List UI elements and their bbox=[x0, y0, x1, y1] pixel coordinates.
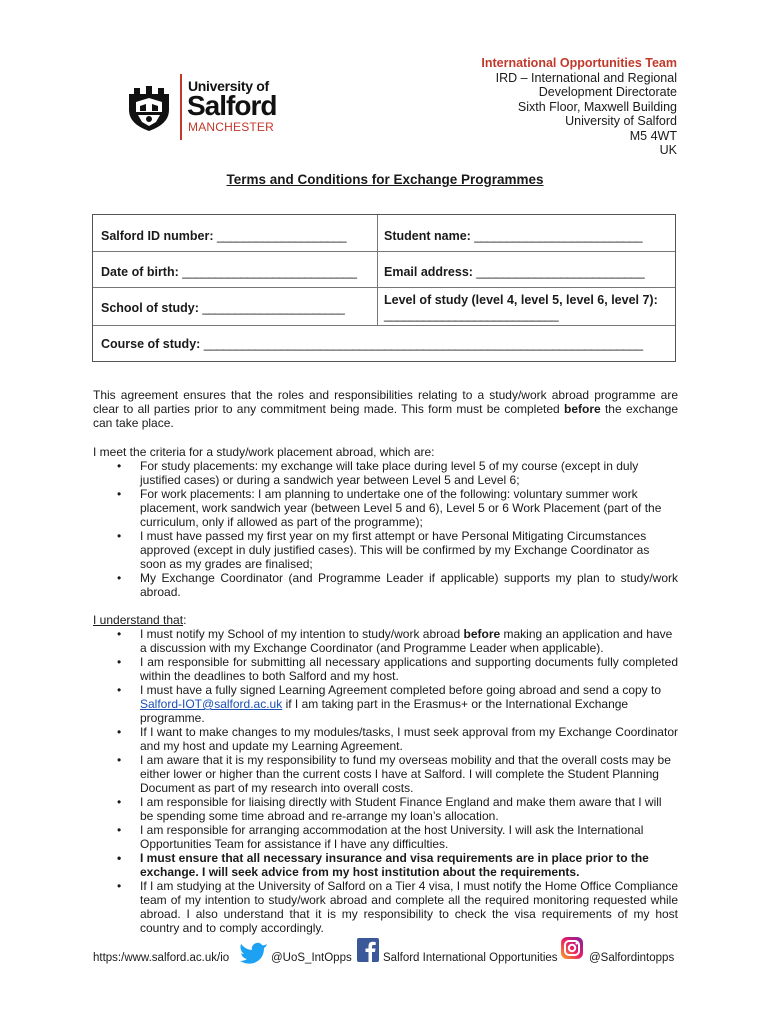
list-item: • I must notify my School of my intention to study/work abroad before making an application and have a discussion with my Exchange Coordinator (and Programme Leader when applicable). bbox=[117, 627, 673, 655]
address-line: University of Salford bbox=[565, 114, 677, 128]
instagram-icon[interactable] bbox=[560, 936, 584, 960]
understand-heading: I understand that bbox=[93, 613, 184, 627]
list-item-text: If I want to make changes to my modules/tasks, I must seek approval from my Exchange Coordinator and my host and update my Learning Agreement. bbox=[140, 725, 678, 753]
level-field[interactable] bbox=[384, 293, 658, 322]
list-item-text: I am responsible for liaising directly with Student Finance England and make them aware that I will be spending some time abroad and re-arrange my loan’s allocation. bbox=[140, 795, 662, 823]
dob-field[interactable] bbox=[101, 265, 356, 279]
form-divider bbox=[377, 215, 378, 325]
address-line: M5 4WT bbox=[629, 128, 677, 143]
list-item-text: I am aware that it is my responsibility to fund my overseas mobility and that the overall costs may be either lower or higher than the current costs I have at Salford. I will complete the Student Planning Document as part of my research into overall costs. bbox=[140, 753, 671, 795]
team-name: International Opportunities Team bbox=[481, 56, 677, 70]
list-item: • I am responsible for submitting all necessary applications and supporting documents fully completed within the deadlines to both Salford and my host. bbox=[117, 655, 678, 683]
student-name-blank: __________________________ bbox=[474, 229, 643, 243]
understand-section bbox=[93, 613, 678, 935]
list-item-text: I must have a fully signed Learning Agreement completed before going abroad and send a copy to bbox=[140, 683, 662, 697]
course-blank: ____________________________________________________________________ bbox=[203, 337, 643, 351]
list-item-text: I am responsible for arranging accommodation at the host University. I will ask the International Opportunities Team for assistance if I have any difficulties. bbox=[140, 823, 644, 851]
intro-text: the exchange can take place. bbox=[93, 402, 678, 430]
form-divider bbox=[93, 251, 675, 252]
list-item: • I must have passed my first year on my first attempt or have Personal Mitigating Circumstances approved (except in duly justified cases). This will be confirmed by my Exchange Coordinator as soon as my grades are finalised; bbox=[117, 529, 650, 571]
salford-id-blank: ____________________ bbox=[217, 229, 347, 243]
address-line: IRD – International and Regional bbox=[495, 70, 677, 85]
list-item-text: I must have passed my first year on my first attempt or have Personal Mitigating Circumstances approved (except in duly justified cases). This will be confirmed by my Exchange Coordinator as soon as my grades are finalised; bbox=[140, 529, 650, 571]
address-line: Sixth Floor, Maxwell Building bbox=[517, 99, 677, 114]
logo-line-3: MANCHESTER bbox=[188, 120, 275, 134]
twitter-icon[interactable] bbox=[239, 940, 269, 966]
list-item-text: I must notify my School of my intention to study/work abroad bbox=[140, 627, 464, 641]
list-item-text: My Exchange Coordinator (and Programme Leader if applicable) supports my plan to study/work abroad. bbox=[140, 571, 678, 599]
instagram-handle[interactable]: @Salfordintopps bbox=[589, 952, 675, 964]
intro-emphasis: before bbox=[564, 402, 601, 416]
school-label: School of study: bbox=[101, 301, 199, 315]
twitter-handle[interactable]: @UoS_IntOpps bbox=[271, 952, 352, 964]
form-divider bbox=[93, 287, 675, 288]
university-logo bbox=[126, 72, 286, 140]
criteria-heading: I meet the criteria for a study/work placement abroad, which are: bbox=[93, 445, 435, 459]
list-item-text: For study placements: my exchange will take place during level 5 of my course (except in duly justified cases) or during a sandwich year between Level 5 and Level 6; bbox=[140, 459, 639, 487]
dob-label: Date of birth: bbox=[101, 265, 179, 279]
student-details-form bbox=[92, 214, 676, 362]
iot-email-link[interactable]: Salford-IOT@salford.ac.uk bbox=[140, 697, 283, 711]
facebook-icon[interactable] bbox=[357, 938, 379, 962]
email-field[interactable] bbox=[384, 265, 644, 279]
understand-colon: : bbox=[183, 613, 187, 627]
criteria-section bbox=[93, 445, 678, 599]
email-label: Email address: bbox=[384, 265, 473, 279]
footer-social-links bbox=[93, 944, 683, 968]
school-field[interactable] bbox=[101, 301, 344, 315]
address-block bbox=[481, 56, 677, 158]
list-item: • For work placements: I am planning to undertake one of the following: voluntary summer work placement, work sandwich year (between Level 5 and 6), Level 5 or 6 Work Placement (part of the curriculum, only if allowed as part of the programme); bbox=[117, 487, 662, 529]
logo-line-2: Salford bbox=[187, 90, 277, 121]
school-blank: ______________________ bbox=[202, 301, 345, 315]
crest-icon bbox=[126, 84, 172, 132]
intro-text: This agreement ensures that the roles and responsibilities relating to a study/work abroad programme are clear to all parties prior to any commitment being made. This form must be completed bbox=[93, 388, 678, 416]
document-title: Terms and Conditions for Exchange Programmes bbox=[226, 172, 544, 187]
course-field[interactable] bbox=[101, 337, 643, 351]
course-label: Course of study: bbox=[101, 337, 201, 351]
student-name-field[interactable] bbox=[384, 229, 642, 243]
criteria-list bbox=[93, 459, 678, 599]
email-blank: __________________________ bbox=[476, 265, 645, 279]
logo-line-1: University of bbox=[188, 78, 269, 94]
list-item: • I must have a fully signed Learning Agreement completed before going abroad and send a copy to Salford-IOT@salford.ac.uk if I am taking part in the Erasmus+ or the International Exchange programme. bbox=[117, 683, 662, 725]
logo-divider bbox=[180, 74, 182, 140]
dob-blank: ___________________________ bbox=[182, 265, 357, 279]
level-blank: ___________________________ bbox=[384, 308, 559, 322]
list-item: • My Exchange Coordinator (and Programme Leader if applicable) supports my plan to study/work abroad. bbox=[117, 571, 678, 599]
list-item-emphasis: before bbox=[463, 627, 501, 641]
understand-list bbox=[93, 627, 678, 935]
list-item: • For study placements: my exchange will take place during level 5 of my course (except in duly justified cases) or during a sandwich year between Level 5 and Level 6; bbox=[117, 459, 639, 487]
list-item: • If I am studying at the University of Salford on a Tier 4 visa, I must notify the Home Office Compliance team of my intention to study/work abroad and complete all the required monitoring requested while abroad. I also understand that it is my responsibility to check the visa requirements of my host country and to comply accordingly. bbox=[117, 879, 679, 935]
list-item: • I am responsible for arranging accommodation at the host University. I will ask the International Opportunities Team for assistance if I have any difficulties. bbox=[117, 823, 644, 851]
student-name-label: Student name: bbox=[384, 229, 471, 243]
list-item: • I am aware that it is my responsibility to fund my overseas mobility and that the overall costs may be either lower or higher than the current costs I have at Salford. I will complete the Student Planning Document as part of my research into overall costs. bbox=[117, 753, 671, 795]
form-divider bbox=[93, 325, 675, 326]
list-item-text: I must ensure that all necessary insurance and visa requirements are in place prior to the exchange. I will seek advice from my host institution about the requirements. bbox=[140, 851, 649, 879]
website-link[interactable]: https:/www.salford.ac.uk/io bbox=[93, 952, 230, 964]
intro-paragraph bbox=[93, 388, 678, 430]
list-item: • If I want to make changes to my modules/tasks, I must seek approval from my Exchange Coordinator and my host and update my Learning Agreement. bbox=[117, 725, 678, 753]
list-item-text: For work placements: I am planning to undertake one of the following: voluntary summer work placement, work sandwich year (between Level 5 and 6), Level 5 or 6 Work Placement (part of the curriculum, only if allowed as part of the programme); bbox=[140, 487, 662, 529]
salford-id-field[interactable] bbox=[101, 229, 346, 243]
level-label: Level of study (level 4, level 5, level 6, level 7): bbox=[384, 293, 658, 307]
address-line: Development Directorate bbox=[538, 85, 677, 99]
list-item: • I must ensure that all necessary insurance and visa requirements are in place prior to the exchange. I will seek advice from my host institution about the requirements. bbox=[117, 851, 649, 879]
facebook-page[interactable]: Salford International Opportunities bbox=[383, 952, 558, 964]
list-item-text: if I am taking part in the Erasmus+ or the International Exchange programme. bbox=[140, 697, 629, 725]
salford-id-label: Salford ID number: bbox=[101, 229, 214, 243]
address-line: UK bbox=[659, 143, 677, 157]
list-item-text: making an application and have a discussion with my Exchange Coordinator (and Programme Leader when applicable). bbox=[140, 627, 673, 655]
list-item-text: I am responsible for submitting all necessary applications and supporting documents fully completed within the deadlines to both Salford and my host. bbox=[140, 655, 678, 683]
list-item: • I am responsible for liaising directly with Student Finance England and make them aware that I will be spending some time abroad and re-arrange my loan’s allocation. bbox=[117, 795, 662, 823]
list-item-text: If I am studying at the University of Salford on a Tier 4 visa, I must notify the Home Office Compliance team of my intention to study/work abroad and complete all the required monitoring requested while abroad. I also understand that it is my responsibility to check the visa requirements of my host country and to comply accordingly. bbox=[140, 879, 679, 935]
